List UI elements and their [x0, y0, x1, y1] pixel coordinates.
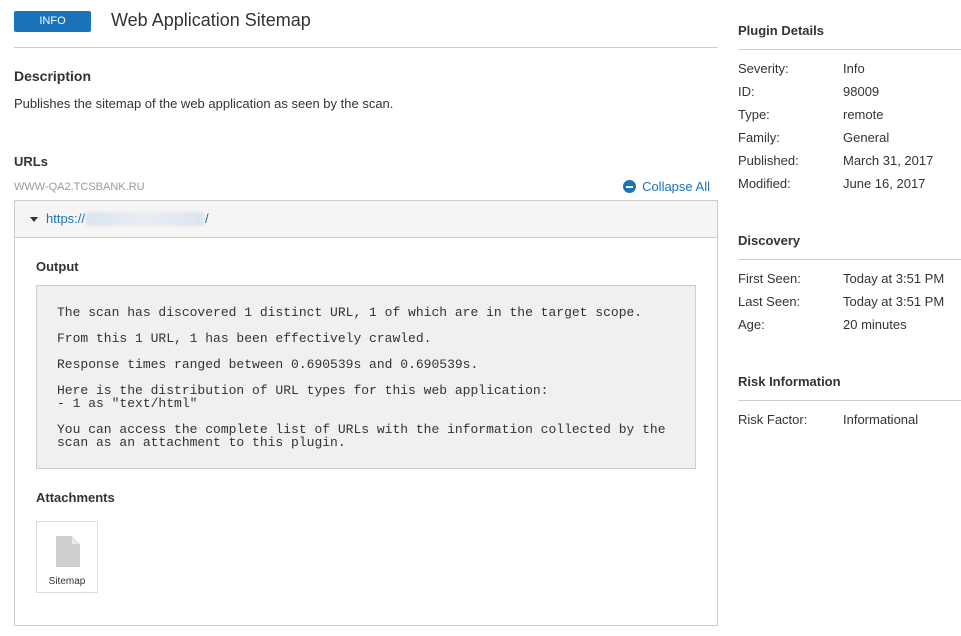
output-line: Response times ranged between 0.690539s and 0.690539s.: [57, 357, 479, 372]
detail-value: March 31, 2017: [843, 153, 934, 168]
collapse-all-label: Collapse All: [642, 179, 710, 194]
risk-value: Informational: [843, 412, 919, 427]
discovery-key: Last Seen:: [738, 294, 801, 309]
page-header: [14, 0, 718, 48]
urls-heading: URLs: [14, 154, 48, 169]
detail-value: June 16, 2017: [843, 176, 926, 191]
discovery-value: 20 minutes: [843, 317, 907, 332]
url-suffix: /: [205, 211, 209, 226]
discovery-key: First Seen:: [738, 271, 801, 286]
detail-key: Family:: [738, 130, 780, 145]
detail-value: Info: [843, 61, 865, 76]
detail-key: ID:: [738, 84, 755, 99]
minus-circle-icon: [623, 180, 636, 193]
document-icon: [56, 536, 80, 567]
plugin-details-heading: Plugin Details: [738, 23, 824, 38]
url-panel-header[interactable]: [15, 201, 717, 238]
output-line: From this 1 URL, 1 has been effectively crawled.: [57, 331, 432, 346]
caret-down-icon[interactable]: [30, 217, 38, 222]
detail-key: Severity:: [738, 61, 789, 76]
description-heading: Description: [14, 68, 92, 84]
main-content: [14, 0, 718, 587]
detail-value: 98009: [843, 84, 880, 99]
output-line: You can access the complete list of URLs with the information collected by the scan as an attachment to this plugin.: [57, 422, 666, 450]
attachments-heading: Attachments: [36, 490, 115, 505]
url-prefix: https://: [46, 211, 86, 226]
divider: [738, 259, 961, 260]
severity-badge: INFO: [14, 11, 91, 32]
attachment-sitemap[interactable]: [36, 521, 98, 593]
redacted-host: [86, 212, 204, 226]
url-link[interactable]: [46, 211, 209, 226]
detail-value: General: [843, 130, 890, 145]
url-panel: [14, 200, 718, 626]
output-line: The scan has discovered 1 distinct URL, 1 of which are in the target scope.: [57, 305, 643, 320]
page-title: Web Application Sitemap: [111, 10, 311, 30]
divider: [738, 49, 961, 50]
divider: [738, 400, 961, 401]
discovery-value: Today at 3:51 PM: [843, 294, 945, 309]
detail-key: Published:: [738, 153, 799, 168]
risk-key: Risk Factor:: [738, 412, 808, 427]
output-heading: Output: [36, 259, 79, 274]
discovery-key: Age:: [738, 317, 765, 332]
discovery-heading: Discovery: [738, 233, 801, 248]
collapse-all-button[interactable]: [623, 179, 710, 194]
output-box: [36, 285, 696, 469]
detail-key: Modified:: [738, 176, 791, 191]
detail-key: Type:: [738, 107, 770, 122]
detail-value: remote: [843, 107, 884, 122]
risk-heading: Risk Information: [738, 374, 841, 389]
output-line: Here is the distribution of URL types for this web application: - 1 as "text/html": [57, 383, 549, 411]
host-label: WWW-QA2.TCSBANK.RU: [14, 181, 145, 193]
discovery-value: Today at 3:51 PM: [843, 271, 945, 286]
attachment-label: Sitemap: [48, 576, 86, 587]
description-text: Publishes the sitemap of the web application as seen by the scan.: [14, 96, 394, 111]
